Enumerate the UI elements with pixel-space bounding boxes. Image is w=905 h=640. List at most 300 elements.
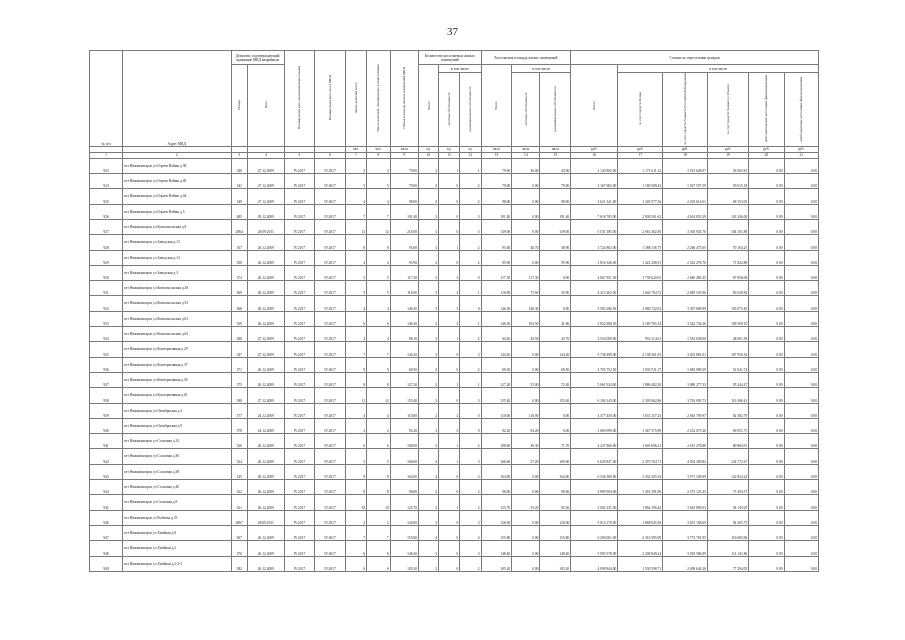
table-cell: IV.2017: [315, 541, 346, 556]
table-cell: 2 554 089.00: [571, 327, 618, 342]
table-cell: 109 569.10: [707, 311, 748, 326]
table-cell: 117.30: [512, 265, 540, 280]
table-cell: 26.12.2009: [248, 449, 285, 464]
table-cell: 71 822.88: [707, 250, 748, 265]
table-cell: 2 840 485.45: [663, 265, 708, 280]
address-cell: пгт Нижнеангарск ул Сосновая д.8: [123, 495, 232, 510]
table-cell: 2: [439, 403, 460, 418]
table-cell: 2: [419, 158, 439, 173]
table-cell: 2: [439, 281, 460, 296]
table-cell: 155.80: [390, 525, 418, 540]
table-cell: 155.40: [540, 388, 571, 403]
unit-cell: руб.: [749, 146, 784, 152]
table-cell: 109.60: [540, 449, 571, 464]
table-cell: 2 322 276.76: [663, 250, 708, 265]
table-cell: 73 394.57: [707, 480, 748, 495]
table-cell: 6: [345, 541, 366, 556]
table-cell: 6 526 380.00: [571, 464, 618, 479]
table-cell: 382: [231, 556, 248, 571]
table-cell: 0: [439, 510, 460, 525]
table-cell: 3 816 346.00: [571, 250, 618, 265]
table-cell: 144.20: [390, 342, 418, 357]
table-cell: 1 530 598.71: [618, 556, 663, 571]
table-cell: 6: [345, 434, 366, 449]
table-cell: 4: [367, 189, 391, 204]
table-cell: 111 141.86: [707, 541, 748, 556]
table-cell: 92.20: [512, 418, 540, 433]
table-cell: 10: [345, 495, 366, 510]
header-rooms-municipal: муниципальная собственность: [460, 73, 481, 147]
table-cell: IV.2017: [315, 250, 346, 265]
table-cell: 1 180 509.43: [618, 174, 663, 189]
table-cell: 7: [367, 204, 391, 219]
header-cost-federal: за счет средств бюджета Российской Федерации: [663, 73, 708, 147]
header-address: Адрес МКД: [123, 51, 232, 147]
header-area-in-that-number: в том числе: [512, 65, 571, 73]
table-cell: 105.20: [390, 556, 418, 571]
table-cell: 24.12.2009: [248, 403, 285, 418]
table-cell: 0.00: [512, 541, 540, 556]
table-cell: IV.2017: [284, 296, 315, 311]
table-cell: 4: [367, 250, 391, 265]
column-number-cell: 6: [315, 152, 346, 158]
table-cell: 2: [419, 189, 439, 204]
table-cell: 2 685 535.96: [663, 281, 708, 296]
table-cell: 2: [345, 510, 366, 525]
table-cell: 1 644 704.72: [618, 281, 663, 296]
table-cell: 4: [367, 403, 391, 418]
header-area-group: Расселяемая площадь жилых помещений: [481, 51, 571, 65]
table-cell: 375: [231, 372, 248, 387]
table-cell: IV.2017: [315, 174, 346, 189]
table-cell: 2 200 849.24: [618, 541, 663, 556]
unit-cell: ед.: [460, 146, 481, 152]
table-cell: 0: [439, 525, 460, 540]
table-row: [90, 464, 819, 479]
table-cell: 4: [345, 403, 366, 418]
table-row: [90, 342, 819, 357]
table-cell: 0.00: [784, 296, 818, 311]
table-cell: IV.2017: [315, 556, 346, 571]
table-cell: 5 905 578.00: [571, 541, 618, 556]
table-row: [90, 372, 819, 387]
table-cell: 3: [460, 388, 481, 403]
table-cell: 1 864 196.42: [618, 495, 663, 510]
table-cell: 2 169 765.14: [618, 311, 663, 326]
table-cell: 126.00: [481, 510, 512, 525]
table-cell: 940: [90, 418, 123, 433]
table-cell: 0.00: [749, 265, 784, 280]
header-no: № п/п: [90, 51, 123, 147]
address-cell: пгт Нижнеангарск ул Хвойная д.8: [123, 525, 232, 540]
table-cell: 2: [345, 418, 366, 433]
table-cell: 0.00: [784, 235, 818, 250]
table-cell: 2 432 205.34: [618, 464, 663, 479]
table-cell: 2: [419, 250, 439, 265]
table-cell: 26.12.2009: [248, 495, 285, 510]
table-cell: 2864: [231, 219, 248, 234]
header-planned-relocation: Планируемая дата окончания переселения: [284, 51, 315, 147]
table-cell: 8: [367, 235, 391, 250]
table-cell: 8: [345, 372, 366, 387]
column-number-cell: 16: [571, 152, 618, 158]
table-cell: 0.00: [512, 464, 540, 479]
table-cell: 347: [231, 342, 248, 357]
table-cell: IV.2017: [284, 311, 315, 326]
table-cell: 116.90: [390, 281, 418, 296]
table-cell: 3: [419, 219, 439, 234]
table-cell: 340: [231, 158, 248, 173]
table-cell: 26.12.2009: [248, 541, 285, 556]
table-cell: 0.00: [749, 372, 784, 387]
table-cell: 3 051 158.69: [663, 510, 708, 525]
table-cell: 27.12.2009: [248, 189, 285, 204]
table-cell: 933: [90, 311, 123, 326]
table-cell: 0.00: [512, 357, 540, 372]
table-cell: 0.00: [540, 418, 571, 433]
table-cell: 26.12.2009: [248, 434, 285, 449]
table-cell: 369: [231, 281, 248, 296]
table-cell: 8: [367, 480, 391, 495]
table-cell: 3 593 586.99: [663, 541, 708, 556]
table-cell: 3: [419, 510, 439, 525]
table-cell: 26.12.2009: [248, 265, 285, 280]
table-cell: 938: [90, 388, 123, 403]
table-cell: 79.00: [481, 158, 512, 173]
unit-cell: руб.: [571, 146, 618, 152]
table-cell: IV.2017: [315, 510, 346, 525]
table-cell: 5: [367, 449, 391, 464]
table-cell: 6 629 847.00: [571, 449, 618, 464]
table-cell: 117.30: [390, 265, 418, 280]
column-number-cell: 9: [390, 152, 418, 158]
header-doc-date: Дата: [248, 65, 285, 147]
table-cell: 69.50: [540, 357, 571, 372]
table-cell: 0.00: [512, 480, 540, 495]
table-cell: 5 531 385.00: [571, 219, 618, 234]
table-cell: 0.00: [749, 219, 784, 234]
table-cell: 98.00: [481, 189, 512, 204]
table-cell: 3: [419, 311, 439, 326]
table-cell: 932: [90, 296, 123, 311]
table-cell: IV.2017: [315, 464, 346, 479]
table-cell: 59 615.18: [707, 174, 748, 189]
header-rooms-in-that-number: в том числе: [439, 65, 481, 73]
table-cell: 5: [367, 265, 391, 280]
table-cell: IV.2017: [315, 449, 346, 464]
table-cell: 2: [460, 480, 481, 495]
table-cell: 3: [460, 541, 481, 556]
column-number-cell: 8: [367, 152, 391, 158]
table-cell: 191.40: [481, 204, 512, 219]
table-cell: 8: [345, 480, 366, 495]
table-cell: 144.20: [481, 342, 512, 357]
column-number-cell: 2: [123, 152, 232, 158]
unit-cell: руб.: [784, 146, 818, 152]
header-rooms-group: Количество расселяемых жилых помещений: [419, 51, 482, 65]
header-document-group: Документ, подтверждающий признание МКД аварийным: [231, 51, 284, 65]
table-cell: 358: [231, 250, 248, 265]
table-cell: 0: [460, 418, 481, 433]
table-cell: 925: [90, 189, 123, 204]
table-cell: 104 101.88: [707, 219, 748, 234]
table-row: [90, 250, 819, 265]
table-cell: 5: [345, 449, 366, 464]
table-cell: IV.2017: [315, 311, 346, 326]
table-cell: 104.50: [512, 311, 540, 326]
table-cell: 2 663 709.97: [663, 403, 708, 418]
table-cell: 116 366.41: [707, 388, 748, 403]
table-cell: 79.00: [481, 174, 512, 189]
table-cell: 0: [439, 342, 460, 357]
table-cell: 4: [460, 464, 481, 479]
address-cell: пгт Нижнеангарск ул Рыбачья д.53: [123, 510, 232, 525]
table-cell: 1: [460, 281, 481, 296]
table-cell: 367: [231, 525, 248, 540]
table-cell: 0.00: [749, 449, 784, 464]
table-cell: 69.50: [390, 357, 418, 372]
address-cell: пгт Нижнеангарск ул Героев Войны д.44: [123, 189, 232, 204]
table-cell: IV.2017: [315, 388, 346, 403]
table-cell: 155.80: [540, 525, 571, 540]
table-cell: 931: [90, 281, 123, 296]
table-cell: 2: [419, 403, 439, 418]
table-cell: 12: [367, 388, 391, 403]
table-cell: 0: [439, 388, 460, 403]
table-cell: IV.2017: [315, 296, 346, 311]
column-number-cell: 20: [749, 152, 784, 158]
table-cell: 398: [231, 388, 248, 403]
table-cell: 0.00: [749, 327, 784, 342]
unit-cell: кв.м: [481, 146, 512, 152]
table-cell: 87 856.06: [707, 265, 748, 280]
table-cell: 0.00: [540, 296, 571, 311]
table-cell: 0.00: [784, 372, 818, 387]
table-cell: 2: [367, 418, 391, 433]
table-cell: IV.2017: [284, 480, 315, 495]
table-cell: 88.10: [390, 327, 418, 342]
table-cell: 105.20: [540, 556, 571, 571]
header-cost-extra: внебюджетные источники финансирования: [784, 73, 818, 147]
table-cell: 0.00: [749, 357, 784, 372]
table-row: [90, 235, 819, 250]
address-cell: пгт Нижнеангарск ул Героев Войны д.5: [123, 204, 232, 219]
table-cell: 2: [460, 357, 481, 372]
header-cost-in-that-number: в том числе: [618, 65, 819, 73]
table-cell: 5 002 231.50: [571, 495, 618, 510]
table-cell: IV.2017: [315, 525, 346, 540]
table-cell: 95.60: [390, 235, 418, 250]
header-cost-fund: за счет средств Фонда: [618, 73, 663, 147]
table-cell: 0: [460, 265, 481, 280]
address-cell: пгт Нижнеангарск ул Комсомольская д.63: [123, 327, 232, 342]
table-cell: 0.00: [784, 219, 818, 234]
table-cell: 33.20: [512, 495, 540, 510]
table-cell: 2 203 614.61: [663, 189, 708, 204]
table-cell: 341: [231, 174, 248, 189]
header-residents-planned: Число жителей, планируемых к переселению: [367, 51, 391, 147]
table-cell: 5 738 499.00: [571, 342, 618, 357]
table-cell: 9: [367, 357, 391, 372]
table-cell: 2 470 764.71: [618, 449, 663, 464]
table-cell: IV.2017: [315, 204, 346, 219]
table-cell: 5 014 170.00: [571, 510, 618, 525]
table-cell: 95.90: [481, 250, 512, 265]
table-cell: 69 051.75: [707, 418, 748, 433]
table-cell: 4: [367, 296, 391, 311]
table-cell: 27.12.2009: [248, 327, 285, 342]
table-cell: 928: [90, 235, 123, 250]
table-row: [90, 296, 819, 311]
table-cell: IV.2017: [284, 174, 315, 189]
table-cell: 9: [367, 464, 391, 479]
table-cell: 98.00: [540, 480, 571, 495]
header-cost-total: Всего: [571, 65, 618, 147]
table-cell: IV.2017: [284, 434, 315, 449]
table-cell: 26.12.2009: [248, 556, 285, 571]
table-cell: 2867: [231, 510, 248, 525]
table-cell: 3: [439, 265, 460, 280]
table-cell: 924: [90, 174, 123, 189]
address-cell: пгт Нижнеангарск ул Октябрьская д.9: [123, 418, 232, 433]
table-cell: 77 294.05: [707, 556, 748, 571]
table-cell: 1 367 375.99: [618, 418, 663, 433]
table-cell: 0: [439, 357, 460, 372]
address-cell: пгт Нижнеангарск ул Кооперативная д.29: [123, 342, 232, 357]
column-number-cell: 4: [248, 152, 285, 158]
table-row: [90, 418, 819, 433]
table-cell: 122 824.24: [707, 464, 748, 479]
table-cell: 155.40: [390, 388, 418, 403]
table-cell: 148.40: [390, 541, 418, 556]
table-cell: 1: [439, 372, 460, 387]
table-cell: 946: [90, 510, 123, 525]
table-cell: 52 041.74: [707, 357, 748, 372]
table-cell: 1: [439, 235, 460, 250]
table-cell: 0.00: [749, 541, 784, 556]
address-cell: пгт Нижнеангарск ул Сосновая д.40: [123, 480, 232, 495]
table-cell: 116.90: [481, 281, 512, 296]
table-cell: 0: [439, 250, 460, 265]
table-cell: 947: [90, 525, 123, 540]
table-cell: 3 365 945.76: [663, 219, 708, 234]
table-cell: 2: [439, 311, 460, 326]
table-cell: 127.20: [481, 372, 512, 387]
table-cell: 0.00: [749, 311, 784, 326]
header-cost-other: дополнительные источники финансирования: [749, 73, 784, 147]
table-cell: 324: [231, 449, 248, 464]
table-cell: 5: [367, 281, 391, 296]
table-cell: 0.00: [749, 342, 784, 357]
table-cell: 3: [439, 296, 460, 311]
table-cell: 5: [345, 174, 366, 189]
relocation-register-table: [89, 50, 819, 572]
table-cell: 155.80: [481, 525, 512, 540]
table-cell: 359: [231, 311, 248, 326]
table-cell: 2: [419, 174, 439, 189]
table-cell: 3 542 734.26: [663, 311, 708, 326]
table-cell: 110.00: [512, 403, 540, 418]
table-cell: 6: [345, 556, 366, 571]
address-cell: пгт Нижнеангарск ул Хвойная д.2-2-3: [123, 556, 232, 571]
table-cell: 4 377 450.00: [571, 403, 618, 418]
table-cell: 3: [419, 281, 439, 296]
table-cell: 12: [345, 219, 366, 234]
table-cell: 146.30: [390, 296, 418, 311]
table-cell: 4 034 309.82: [663, 449, 708, 464]
column-number-cell: 21: [784, 152, 818, 158]
address-cell: пгт Нижнеангарск ул Сосновая д.32: [123, 434, 232, 449]
table-cell: 64.20: [481, 327, 512, 342]
table-cell: 935: [90, 342, 123, 357]
table-cell: 7: [367, 342, 391, 357]
table-cell: 26.12.2009: [248, 281, 285, 296]
page-number: 37: [447, 26, 458, 38]
table-cell: IV.2017: [315, 219, 346, 234]
address-cell: пгт Нижнеангарск ул Сосновая д.36: [123, 449, 232, 464]
table-cell: 3 397 609.99: [663, 296, 708, 311]
table-cell: 4 667 951.50: [571, 265, 618, 280]
table-cell: 4 098 844.00: [571, 556, 618, 571]
table-cell: 10: [367, 495, 391, 510]
table-cell: 75.60: [512, 281, 540, 296]
table-cell: 3: [460, 449, 481, 464]
table-cell: 0.00: [512, 556, 540, 571]
unit-cell: ед.: [419, 146, 439, 152]
table-cell: 57.20: [512, 449, 540, 464]
table-cell: 0.00: [749, 525, 784, 540]
table-cell: 110.00: [390, 403, 418, 418]
table-cell: 0.00: [749, 495, 784, 510]
table-cell: 2: [460, 556, 481, 571]
table-cell: 5 061 924.00: [571, 372, 618, 387]
table-cell: 56 565.81: [707, 158, 748, 173]
table-cell: 0.00: [784, 311, 818, 326]
table-cell: 1 554 638.00: [663, 327, 708, 342]
table-cell: 0.00: [749, 464, 784, 479]
table-cell: 83 028.82: [707, 281, 748, 296]
table-cell: 0.00: [749, 480, 784, 495]
table-cell: 43.00: [540, 158, 571, 173]
address-cell: пгт Нижнеангарск ул Октябрьская д.2: [123, 403, 232, 418]
table-cell: 0.00: [540, 265, 571, 280]
table-cell: 3: [419, 495, 439, 510]
table-cell: IV.2017: [315, 265, 346, 280]
table-cell: 2 838 561.62: [618, 204, 663, 219]
table-cell: IV.2017: [315, 434, 346, 449]
table-row: [90, 265, 819, 280]
table-cell: 79.00: [390, 174, 418, 189]
table-cell: 0.00: [784, 495, 818, 510]
table-cell: 98.00: [390, 189, 418, 204]
table-cell: 6: [367, 434, 391, 449]
header-doc-number: Номер: [231, 65, 248, 147]
table-cell: 3: [419, 265, 439, 280]
table-cell: 28.09.2011: [248, 219, 285, 234]
table-cell: IV.2017: [284, 189, 315, 204]
table-cell: 26.12.2009: [248, 357, 285, 372]
table-cell: 27.12.2009: [248, 388, 285, 403]
table-cell: 0.00: [784, 189, 818, 204]
table-cell: 5: [345, 281, 366, 296]
address-cell: пгт Нижнеангарск ул Хвойная д.2: [123, 541, 232, 556]
table-cell: 1 915 628.07: [663, 158, 708, 173]
table-cell: 80 884.91: [707, 434, 748, 449]
table-cell: 125.70: [390, 495, 418, 510]
table-cell: 144.20: [540, 342, 571, 357]
table-cell: 9: [345, 357, 366, 372]
table-cell: 6: [367, 556, 391, 571]
